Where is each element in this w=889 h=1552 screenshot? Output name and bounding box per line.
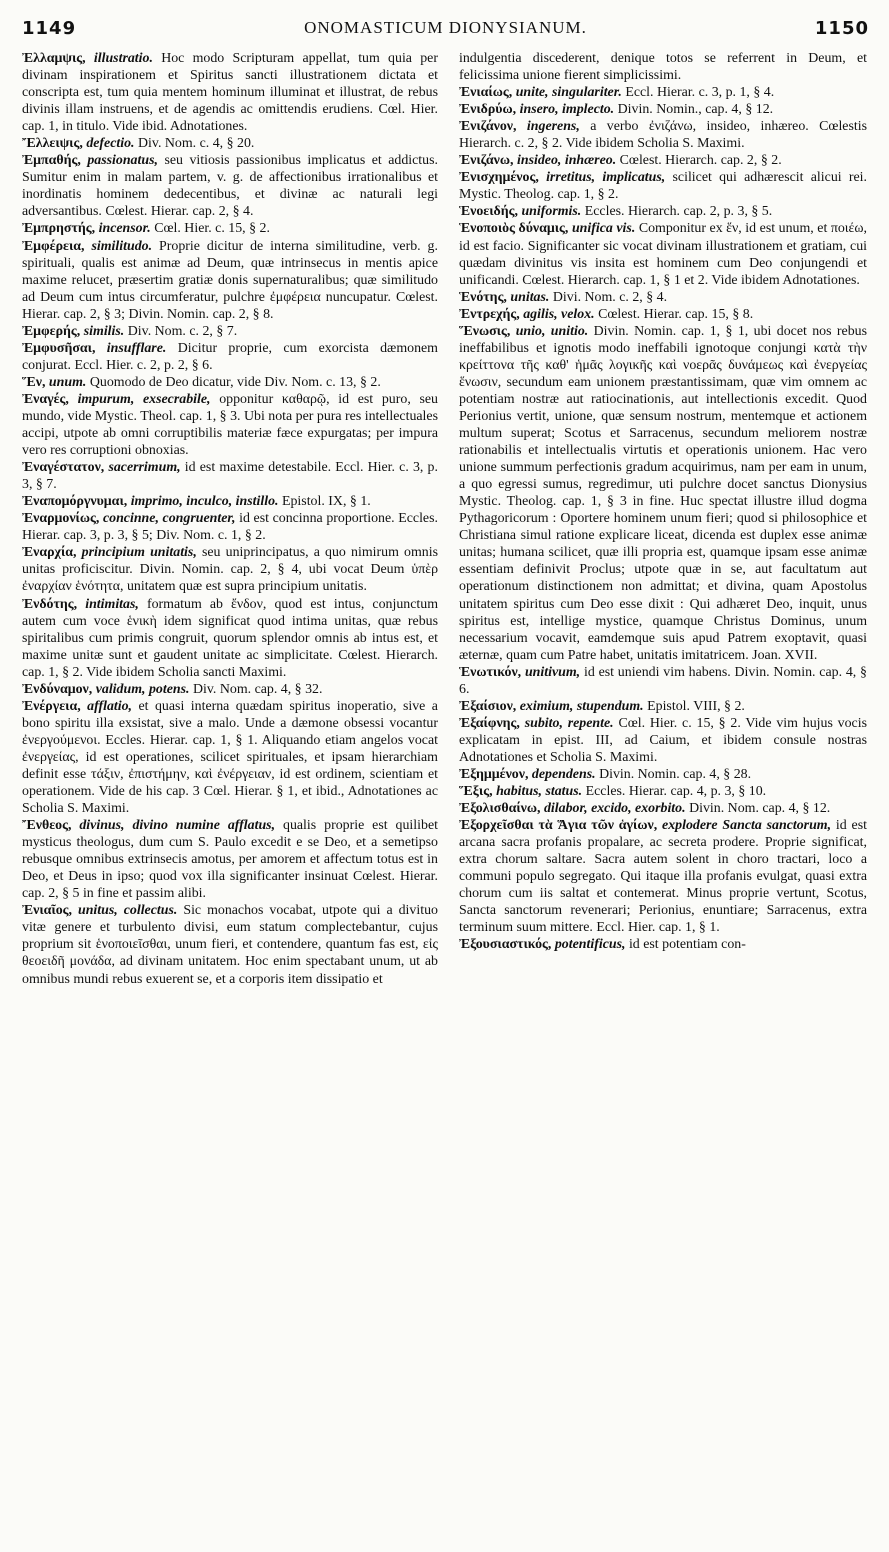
dictionary-entry [459, 800, 867, 817]
entry-text: id est potentiam con- [628, 937, 746, 953]
dictionary-entry [459, 101, 867, 118]
entry-headword: Ἕν, [22, 374, 46, 390]
dictionary-entry [22, 391, 438, 459]
dictionary-entry [459, 118, 867, 152]
entry-headword: Ἕξις, [459, 784, 493, 800]
entry-text: Divin. Nom. cap. 4, § 12. [689, 801, 831, 817]
left-column [22, 50, 438, 1540]
left-page-number: 1149 [22, 18, 77, 39]
entry-gloss: principium unitatis, [81, 545, 197, 561]
entry-text: Divin. Nomin. cap. 1, § 1, ubi docet nos rebus ineffabilibus et ignotis modo ineffabili ignotoque conjungi κατὰ τὴν κρείττονα τῆς καθ' ἡμᾶς λογικῆς καὶ νοερᾶς δυνάμεως καὶ ἐνεργείας ἕνωσιν, secundum eam unionem præstantissimam, quæ vim omnem ac potentiam nostræ aut ratiocinationis, aut intellectionis excedit. Quod Perionius vertit, unione, quæ sensum nostrum, mentemque et actionem multum superat; Scotus et Sarracenus, secundum meliorem nostræ rationabilis et intellectualis virtutis et operationis unionem. Hac vero unione summum perfectionis gradum acquirimus, nam per eam in unum, a quo egressi sumus, regredimur, uti pulchre docet sanctus Dionysius Mystic. Theolog. cap. 1, § 3 in fine. Huc spectat illustre illud dogma Pythagoricorum : Oportere hominem unum fieri; quod si philosophice et Christiana simul ratione explicare liceat, dicenda est duplex esse animæ unitas; humana scilicet, quæ illi propria est, quamque ipsam esse animæ essentiam definivit Proclus; utpote quæ in se, aut facultatum aut operationum distinctionem non admittat; et divina, quam Apostolus unitatem spiritus cum Deo esse dixit : Qui adhæret Deo, inquit, unus spiritus est, intellige mystice, quamque Christus Dominus, unum necessarium vocavit, eamdemque suis apud Patrem exoptavit, quasi æternæ, quam cum Patre habet, unitatis imitatricem. Joan. XVII. [459, 323, 867, 663]
entry-headword: Ἐναρχία, [22, 545, 77, 561]
entry-gloss: insero, implecto. [519, 102, 615, 118]
entry-gloss: afflatio, [87, 698, 133, 714]
entry-text: Sic monachos vocabat, utpote qui a divituo vitæ genere et turbulento divisi, eum statum complectebantur, cujus proprium sit ἑνοποιεῖσθαι, unum fieri, et contendere, quantum fas est, εἰς θεοειδῆ μονάδα, ad divinam unitatem. Hoc enim spectabant unum, ut ab omnibus mundi rebus exuerent se, et a corporis item dissipatio et [22, 903, 438, 987]
dictionary-entry [22, 510, 438, 544]
entry-gloss: unum. [48, 374, 87, 390]
entry-gloss: illustratio. [93, 51, 153, 66]
entry-gloss: sacerrimum, [108, 460, 181, 476]
entry-gloss: habitus, status. [496, 784, 583, 800]
entry-text: et quasi interna quædam spiritus inoperatio, sive a bono spiritu illa exsistat, sive a malo. Unde a dæmone obsessi vocantur ἐνεργούμενοι. Eccles. Hierar. cap. 1, § 1. Aliquando etiam angelos vocat ἐνεργείας, id est operationes, scilicet spirituales, et ipsam hierarchiam definit esse τάξιν, ἐπιστήμην, καὶ ἐνέργειαν, id est ordinem, scientiam et operationem. Vide de his cap. 3 Cœl. Hierar. § 1, et ibid., Adnotationes ac Scholia S. Maximi. [22, 698, 438, 817]
entry-headword: Ἐξορχεῖσθαι τὰ Ἅγια τῶν ἁγίων, [459, 818, 658, 834]
dictionary-entry [459, 50, 867, 84]
entry-gloss: ingerens, [526, 119, 580, 135]
entry-gloss: similitudo. [91, 238, 153, 254]
entry-text: id est uniendi vim habens. Divin. Nomin. cap. 4, § 6. [459, 664, 867, 697]
entry-gloss: insufflare. [106, 340, 167, 356]
dictionary-entry [459, 323, 867, 664]
dictionary-entry [22, 596, 438, 681]
entry-gloss: unite, singulariter. [515, 85, 622, 101]
entry-headword: Ἑνοποιὸς δύναμις, [459, 221, 569, 237]
entry-text: Eccles. Hierarch. cap. 2, p. 3, § 5. [584, 204, 773, 220]
entry-headword: Ἐναπομόργνυμαι, [22, 494, 128, 510]
entry-gloss: agilis, velox. [523, 306, 595, 322]
entry-gloss: incensor. [98, 221, 151, 237]
entry-gloss: dependens. [531, 766, 596, 782]
entry-text: id est maxime detestabile. Eccl. Hier. c. 3, p. 3, § 7. [22, 460, 438, 493]
entry-text: opponitur καθαρῷ, id est puro, seu mundo, vide Mystic. Theol. cap. 1, § 3. Ubi nota per pura res intellectuales accipi, utpote ab omni corruptibilis materiæ fæce expurgatas; per impura vero res corruptioni obnoxias. [22, 391, 438, 459]
dictionary-entry [459, 203, 867, 220]
dictionary-entry [459, 306, 867, 323]
entry-headword: Ἐνιδρύω, [459, 102, 517, 118]
entry-text: id est concinna proportione. Eccles. Hierar. cap. 3, p. 3, § 5; Div. Nom. c. 1, § 2. [22, 511, 438, 544]
entry-text: scilicet qui adhærescit alicui rei. Mystic. Theolog. cap. 1, § 2. [459, 170, 867, 203]
entry-headword: Ἐξαίσιον, [459, 698, 517, 714]
dictionary-entry [22, 340, 438, 374]
entry-headword: Ἐνισχημένος, [459, 170, 539, 186]
entry-headword: Ἐξουσιαστικός, [459, 937, 552, 953]
entry-gloss: unifica vis. [571, 221, 636, 237]
entry-headword: Ἔνθεος, [22, 818, 72, 834]
entry-gloss: imprimo, inculco, instillo. [130, 494, 279, 510]
dictionary-entry [22, 238, 438, 323]
dictionary-entry [459, 715, 867, 766]
dictionary-entry [459, 169, 867, 203]
entry-headword: Ἐμφερής, [22, 323, 81, 339]
dictionary-entry [22, 493, 438, 510]
entry-headword: Ἔλλειψις, [22, 136, 83, 152]
entry-gloss: irretitus, implicatus, [546, 170, 666, 186]
dictionary-entry [22, 220, 438, 237]
entry-text: Hoc modo Scripturam appellat, tum quia per divinam inspirationem et Spiritus sancti illustrationem dictata et conscripta est, tum quia mentem hominum illuminat et illustrat, de rebus divinis illam instruens, et de agendis ac omittendis erudiens. Cœl. Hier. cap. 1, in titulo. Vide ibid. Adnotationes. [22, 51, 438, 135]
entry-headword: Ἐμφέρεια, [22, 238, 85, 254]
entry-headword: Ἐνιαίως, [459, 85, 513, 101]
entry-text: Div. Nom. cap. 4, § 32. [192, 681, 323, 697]
entry-text: a verbo ἐνιζάνω, insideo, inhæreo. Cœlestis Hierarch. c. 2, § 2. Vide ibidem Scholia S. Maximi. [459, 119, 867, 152]
entry-text: Cœlest. Hierar. cap. 15, § 8. [598, 306, 754, 322]
entry-text: Eccl. Hierar. c. 3, p. 1, § 4. [625, 85, 775, 101]
entry-text: Div. Nom. c. 2, § 7. [127, 323, 238, 339]
entry-gloss: defectio. [86, 136, 135, 152]
entry-gloss: insideo, inhæreo. [516, 153, 617, 169]
entry-headword: Ἐνδύναμον, [22, 681, 93, 697]
entry-headword: Ἐμπρηστής, [22, 221, 96, 237]
entry-headword: Ἐμφυσῆσαι, [22, 340, 96, 356]
entry-headword: Ἐξολισθαίνω, [459, 801, 541, 817]
entry-gloss: passionatus, [87, 153, 158, 169]
entry-gloss: unitas. [510, 289, 550, 305]
dictionary-entry [22, 544, 438, 595]
entry-gloss: eximium, stupendum. [519, 698, 644, 714]
entry-text: seu vitiosis passionibus implicatus et addictus. Sumitur enim in malam partem, v. g. de affectionibus irrationalibus et inordinatis hominem dedecentibus, et divinæ ac naturali legi adversantibus. Cœlest. Hierar. cap. 2, § 4. [22, 153, 438, 220]
entry-text: Componitur ex ἕν, id est unum, et ποιέω, id est facio. Significanter sic vocat divinam illustrationem et gratiam, cui quædam divinitus vis insita est hominem cum Deo conjungendi et unificandi. Cœlest. Hierarch. cap. 1, § 1 et 2. Vide ibidem Adnotationes. [459, 221, 867, 288]
entry-text: Proprie dicitur de interna similitudine, verb. g. spirituali, qualis est animæ ad Deum, quæ intrinsecus in mentis apice maxime relucet, præsertim gratiæ donis supernaturalibus; quæ similitudo ad Deum cum intus circumferatur, pulchre ἐμφέρεια nuncupatur. Cœlest. Hierar. cap. 2, § 3; Divin. Nomin. cap. 2, § 8. [22, 238, 438, 322]
entry-headword: Ἐνιζάνω, [459, 153, 514, 169]
entry-headword: Ἕνωσις, [459, 323, 511, 339]
entry-headword: Ἐνιζάνον, [459, 119, 517, 135]
entry-text: Divin. Nomin., cap. 4, § 12. [617, 102, 774, 118]
entry-text: Divi. Nom. c. 2, § 4. [552, 289, 668, 305]
entry-gloss: unitivum, [524, 664, 581, 680]
entry-gloss: divinus, divino numine afflatus, [79, 818, 276, 834]
entry-headword: Ἐξαίφνης, [459, 715, 520, 731]
entry-headword: Ἐντρεχής, [459, 306, 520, 322]
column-gutter [446, 50, 447, 1540]
right-page-number: 1150 [814, 18, 869, 39]
entry-gloss: similis. [83, 323, 125, 339]
entry-gloss: subito, repente. [524, 715, 614, 731]
entry-text: Cœlest. Hierarch. cap. 2, § 2. [619, 153, 782, 169]
entry-headword: Ἐξημμένον, [459, 766, 529, 782]
entry-gloss: concinne, congruenter, [102, 511, 236, 527]
entry-text: Cœl. Hier. c. 15, § 2. Vide vim hujus vocis explicatam in epist. III, ad Caium, et ibidem consule nostras Adnotationes et Scholia S. Maximi. [459, 715, 867, 765]
entry-headword: Ἐνδότης, [22, 596, 78, 612]
entry-headword: Ἐνέργεια, [22, 698, 81, 714]
entry-gloss: potentificus, [554, 937, 626, 953]
dictionary-entry [22, 698, 438, 817]
entry-gloss: explodere Sancta sanctorum, [662, 818, 832, 834]
dictionary-entry [22, 459, 438, 493]
dictionary-entry [459, 936, 867, 953]
entry-headword: Ἐναγές, [22, 391, 69, 407]
dictionary-entry [22, 681, 438, 698]
dictionary-entry [459, 783, 867, 800]
entry-text: Epistol. IX, § 1. [282, 494, 371, 510]
dictionary-entry [22, 902, 438, 987]
entry-gloss: uniformis. [521, 204, 582, 220]
entry-gloss: unio, unitio. [515, 323, 589, 339]
dictionary-entry [459, 152, 867, 169]
entry-text: Cœl. Hier. c. 15, § 2. [154, 221, 270, 237]
entry-gloss: validum, potens. [95, 681, 190, 697]
entry-text: qualis proprie est quilibet mysticus theologus, dum cum S. Paulo excedit e se Deo, et a semetipso rebusque omnibus extrinsecis amotus, per amorem et affectum totus est in Deo, et Deus in ipso; quod vox illa significanter insinuat Cœlest. Hierar. cap. 2, § 5 in fine et passim alibi. [22, 818, 438, 902]
right-column [459, 50, 867, 1540]
dictionary-entry [22, 152, 438, 220]
running-title: ONOMASTICUM DIONYSIANUM. [304, 18, 587, 37]
dictionary-entry [22, 135, 438, 152]
entry-text: formatum ab ἔνδον, quod est intus, conjunctum autem cum voce ἑνικὴ idem significat quod intima unitas, quæ rebus spiritalibus cum primis congruit, quorum splendor omnis ab intus est, et maxime unitæ sunt et gaudent unitate ac simplicitate. Cœlest. Hierarch. cap. 1, § 2. Vide ibidem Scholia sancti Maximi. [22, 596, 438, 680]
dictionary-entry [459, 698, 867, 715]
dictionary-entry [459, 220, 867, 288]
entry-text: Epistol. VIII, § 2. [647, 698, 745, 714]
entry-headword: Ἐνιαῖος, [22, 903, 72, 919]
entry-headword: Ἐναρμονίως, [22, 511, 100, 527]
entry-headword: Ἑνωτικόν, [459, 664, 522, 680]
dictionary-entry [22, 817, 438, 902]
dictionary-entry [459, 664, 867, 698]
entry-headword: Ἐμπαθής, [22, 153, 81, 169]
entry-text: Div. Nom. c. 4, § 20. [138, 136, 255, 152]
entry-text: Dicitur proprie, cum exorcista dæmonem conjurat. Eccl. Hier. c. 2, p. 2, § 6. [22, 340, 438, 373]
entry-gloss: intimitas, [85, 596, 139, 612]
dictionary-entry [459, 766, 867, 783]
dictionary-entry [459, 289, 867, 306]
entry-text: indulgentia discederent, denique totos se referrent in Deum, et felicissima unione fierent simplicissimi. [459, 51, 867, 84]
dictionary-entry [22, 374, 438, 391]
entry-text: seu uniprincipatus, a quo nimirum omnis unitas proficiscitur. Divin. Nomin. cap. 2, § 4, ubi vocat Deum ὑπὲρ ἐναρχίαν ἑνότητα, unitatem quæ est supra principium unitatis. [22, 545, 438, 595]
entry-text: Quomodo de Deo dicatur, vide Div. Nom. c. 13, § 2. [89, 374, 381, 390]
running-header [22, 18, 869, 44]
entry-gloss: unitus, collectus. [77, 903, 178, 919]
entry-gloss: dilabor, excido, exorbito. [543, 801, 686, 817]
entry-text: id est arcana sacra profanis propalare, ac secreta prodere. Proprie significat, extra chorum saltare. Sacra autem solent in choro tractari, loco a communi populo segregato. Qui itaque illa profanis evulgat, quasi extra chorum cum iis saltat et contemerat. Minus proprie vertunt, Scotus, Sancta sanctorum revenerari; Perionius, enuntiare; Sarracenus, extra terminum suum mittere. Eccl. Hier. cap. 1, § 1. [459, 818, 867, 936]
dictionary-entry [22, 50, 438, 135]
entry-headword: Ἐλλαμψις, [22, 51, 86, 66]
dictionary-entry [22, 323, 438, 340]
entry-text: Divin. Nomin. cap. 4, § 28. [599, 766, 752, 782]
entry-headword: Ἑνότης, [459, 289, 507, 305]
dictionary-entry [459, 817, 867, 936]
dictionary-entry [459, 84, 867, 101]
entry-headword: Ἐναγέστατον, [22, 460, 105, 476]
entry-headword: Ἑνοειδής, [459, 204, 518, 220]
entry-gloss: impurum, exsecrabile, [77, 391, 211, 407]
entry-text: Eccles. Hierar. cap. 4, p. 3, § 10. [585, 784, 767, 800]
